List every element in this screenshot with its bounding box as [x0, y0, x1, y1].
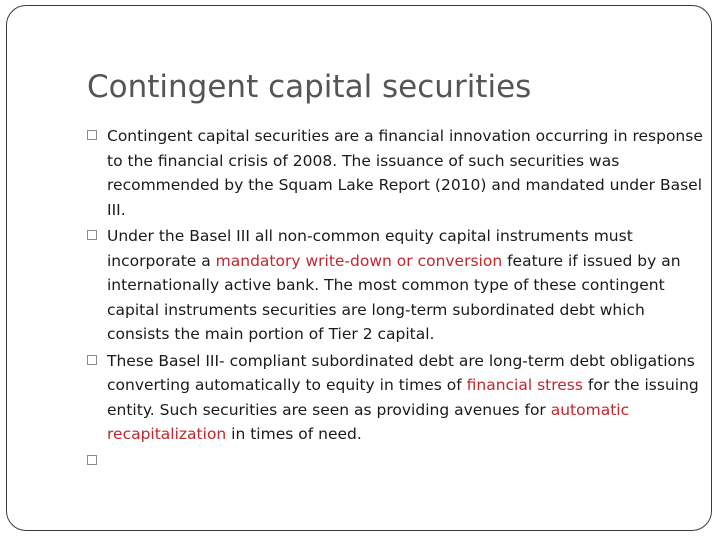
slide: [6, 5, 712, 531]
bullet-box-icon: [87, 130, 97, 140]
bullet-item-2: [87, 224, 707, 347]
bullet-list: [87, 124, 707, 475]
slide-title: Contingent capital securities: [87, 69, 532, 105]
highlight-automatic-recapitalization: automatic recapitalization: [107, 400, 630, 443]
bullet-item-1: [87, 124, 707, 222]
bullet-text-2-part-3: feature if issued by an internationally active bank. The most common type of these contingent capital instruments securities are long-term subordinated debt which consists the main portion of Tier 2 capital.: [107, 251, 681, 343]
bullet-text-1-part-1: Contingent capital securities are a financial innovation occurring in response to the financial crisis of 2008. The issuance of such securities was recommended by the Squam Lake Report (2010) and mandated under Basel III.: [107, 127, 703, 219]
bullet-box-icon: [87, 230, 97, 240]
highlight-financial-stress: financial stress: [466, 376, 583, 394]
bullet-text-2-part-1: Under the Basel III all non-common equity capital instruments must incorporate a: [107, 227, 633, 270]
highlight-mandatory-write-down: mandatory write-down or conversion: [215, 251, 503, 270]
bullet-item-empty: [87, 449, 707, 474]
bullet-text-3-part-1: These Basel III- compliant subordinated debt are long-term debt obligations converting automatically to equity in times of: [107, 351, 695, 394]
bullet-item-3: [87, 349, 707, 447]
bullet-text-3-part-5: in times of need.: [226, 425, 362, 443]
bullet-text-3-part-3: for the issuing entity. Such securities are seen as providing avenues for: [107, 376, 699, 419]
bullet-box-icon: [87, 355, 97, 365]
bullet-box-icon: [87, 455, 97, 465]
